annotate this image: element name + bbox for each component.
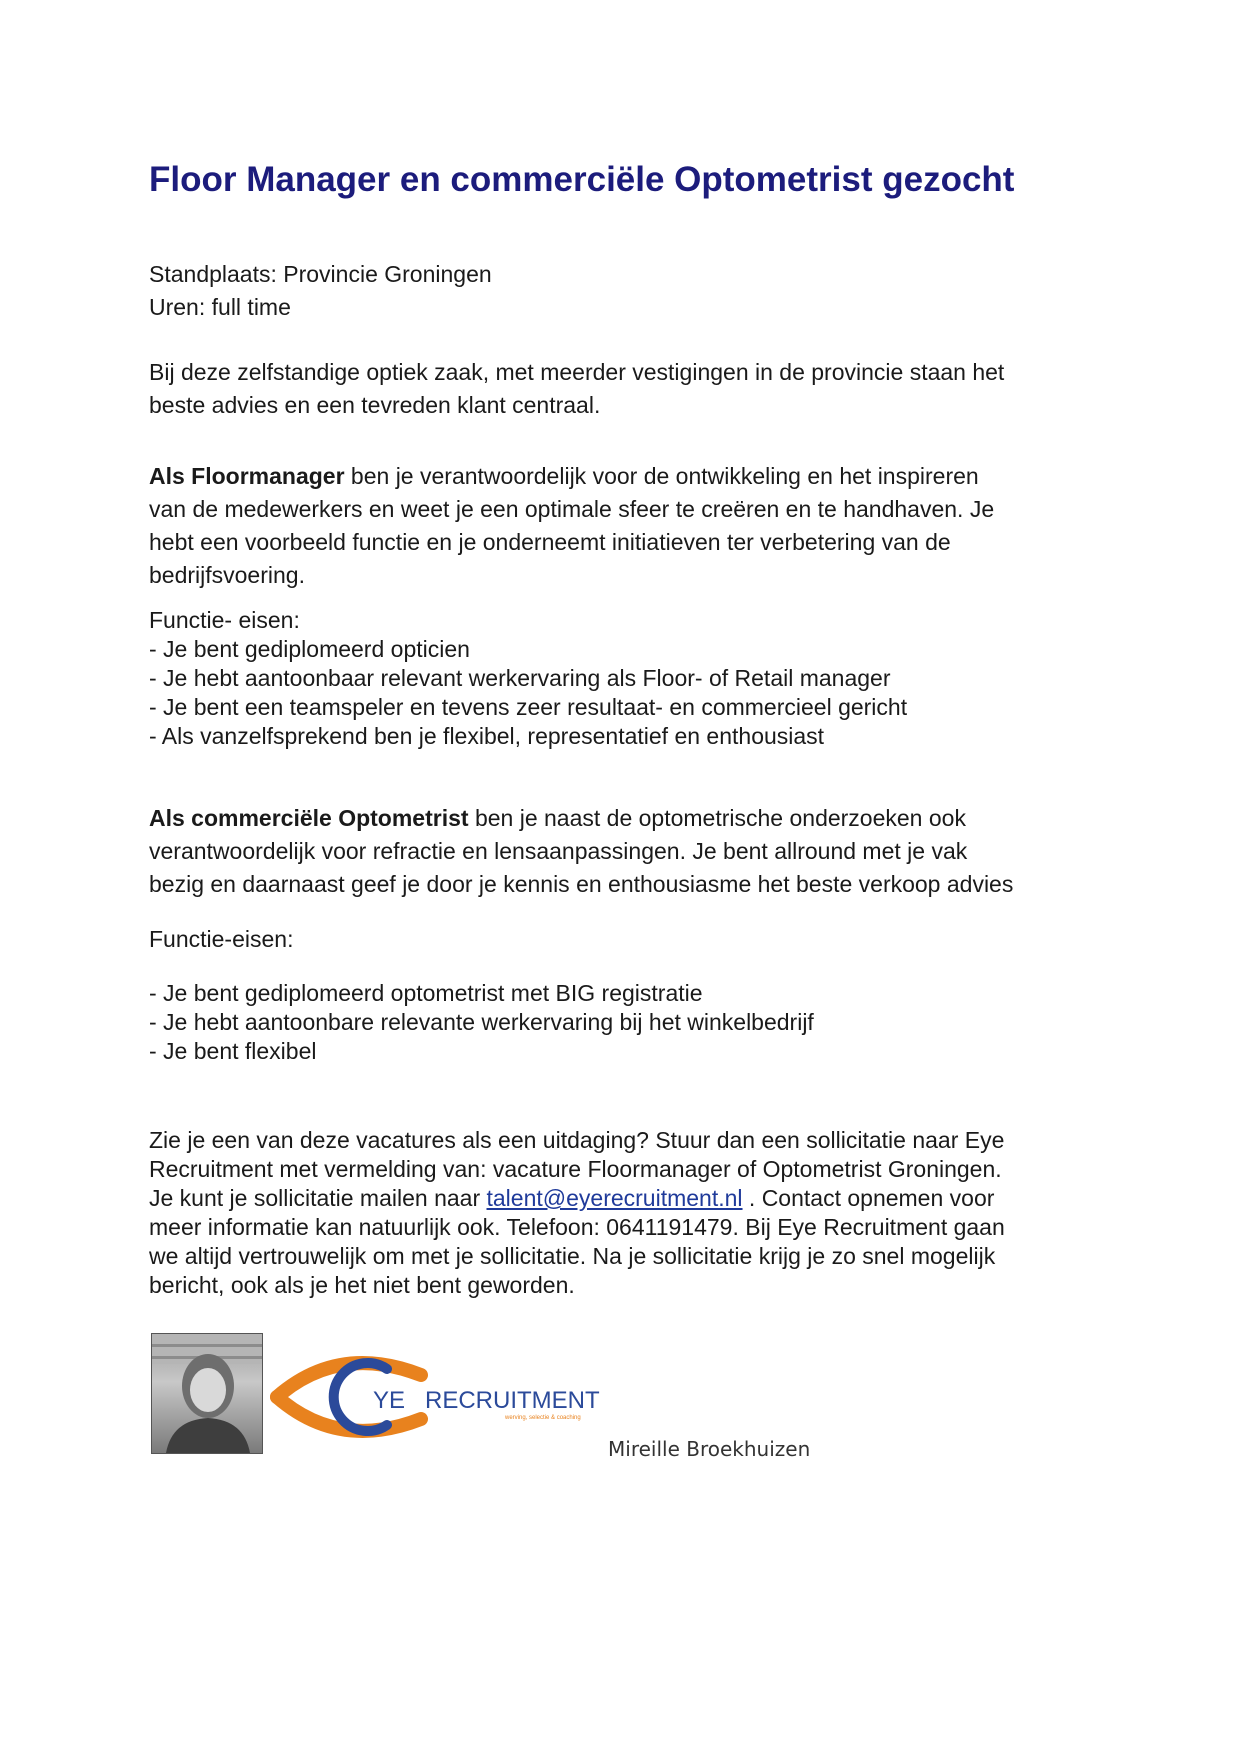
requirements-heading: Functie-eisen: (149, 926, 294, 952)
signer-name: Mireille Broekhuizen (608, 1437, 811, 1461)
page-title: Floor Manager en commerciële Optometrist gezocht (149, 160, 1015, 199)
closing-line: we altijd vertrouwelijk om met je sollicitatie. Na je sollicitatie krijg je zo snel mogelijk (149, 1243, 996, 1269)
intro-line: beste advies en een tevreden klant centraal. (149, 392, 601, 418)
portrait-icon (152, 1334, 262, 1453)
requirement-item: - Je bent flexibel (149, 1038, 317, 1064)
optometrist-requirements-heading-block (149, 925, 1109, 954)
optometrist-lead (149, 802, 1109, 835)
requirement-item: - Als vanzelfsprekend ben je flexibel, representatief en enthousiast (149, 723, 825, 749)
optometrist-lead-bold: Als commerciële Optometrist (149, 805, 469, 831)
requirement-item: - Je hebt aantoonbaar relevant werkervaring als Floor- of Retail manager (149, 665, 891, 691)
requirement-item: - Je bent gediplomeerd opticien (149, 636, 470, 662)
logo-recruitment-text: RECRUITMENT (425, 1387, 600, 1414)
floormanager-lead (149, 460, 1109, 493)
closing-paragraph (149, 1126, 1109, 1300)
optometrist-line: verantwoordelijk voor refractie en lensaanpassingen. Je bent allround met je vak (149, 838, 968, 864)
optometrist-line: bezig en daarnaast geef je door je kennis en enthousiasme het beste verkoop advies (149, 871, 1014, 897)
closing-line: bericht, ook als je het niet bent geworden. (149, 1272, 575, 1298)
requirements-heading: Functie- eisen: (149, 607, 300, 633)
closing-line (149, 1184, 1109, 1213)
floormanager-line: van de medewerkers en weet je een optimale sfeer te creëren en te handhaven. Je (149, 496, 995, 522)
logo-eye-text: YE (373, 1387, 406, 1414)
optometrist-requirements (149, 979, 1109, 1066)
closing-line-text: Je kunt je sollicitatie mailen naar (149, 1185, 487, 1211)
requirement-item: - Je bent gediplomeerd optometrist met BIG registratie (149, 980, 703, 1006)
intro-line: Bij deze zelfstandige optiek zaak, met meerder vestigingen in de provincie staan het (149, 359, 1005, 385)
closing-line: meer informatie kan natuurlijk ook. Telefoon: 0641191479. Bij Eye Recruitment gaan (149, 1214, 1005, 1240)
recruiter-photo (151, 1333, 263, 1454)
floormanager-line: bedrijfsvoering. (149, 562, 305, 588)
requirement-item: - Je bent een teamspeler en tevens zeer resultaat- en commercieel gericht (149, 694, 908, 720)
logo-tagline: werving, selectie & coaching (505, 1415, 581, 1421)
optometrist-lead-rest: ben je naast de optometrische onderzoeken ook (468, 805, 966, 831)
email-link[interactable]: talent@eyerecruitment.nl (486, 1185, 743, 1211)
signature-footer (151, 1333, 851, 1463)
hours-line: Uren: full time (149, 294, 291, 320)
closing-line: Recruitment met vermelding van: vacature Floormanager of Optometrist Groningen. (149, 1156, 1002, 1182)
floormanager-paragraph (149, 460, 1109, 592)
optometrist-paragraph (149, 802, 1109, 901)
closing-line: Zie je een van deze vacatures als een uitdaging? Stuur dan een sollicitatie naar Eye (149, 1127, 1005, 1153)
eye-recruitment-logo (269, 1335, 629, 1453)
floormanager-lead-rest: ben je verantwoordelijk voor de ontwikkeling en het inspireren (344, 463, 979, 489)
job-meta (149, 258, 1109, 324)
location-line: Standplaats: Provincie Groningen (149, 261, 492, 287)
intro-paragraph (149, 356, 1109, 422)
floormanager-requirements (149, 606, 1109, 751)
floormanager-line: hebt een voorbeeld functie en je onderneemt initiatieven ter verbetering van de (149, 529, 951, 555)
requirement-item: - Je hebt aantoonbare relevante werkervaring bij het winkelbedrijf (149, 1009, 814, 1035)
floormanager-lead-bold: Als Floormanager (149, 463, 345, 489)
closing-line-text: . Contact opnemen voor (742, 1185, 995, 1211)
